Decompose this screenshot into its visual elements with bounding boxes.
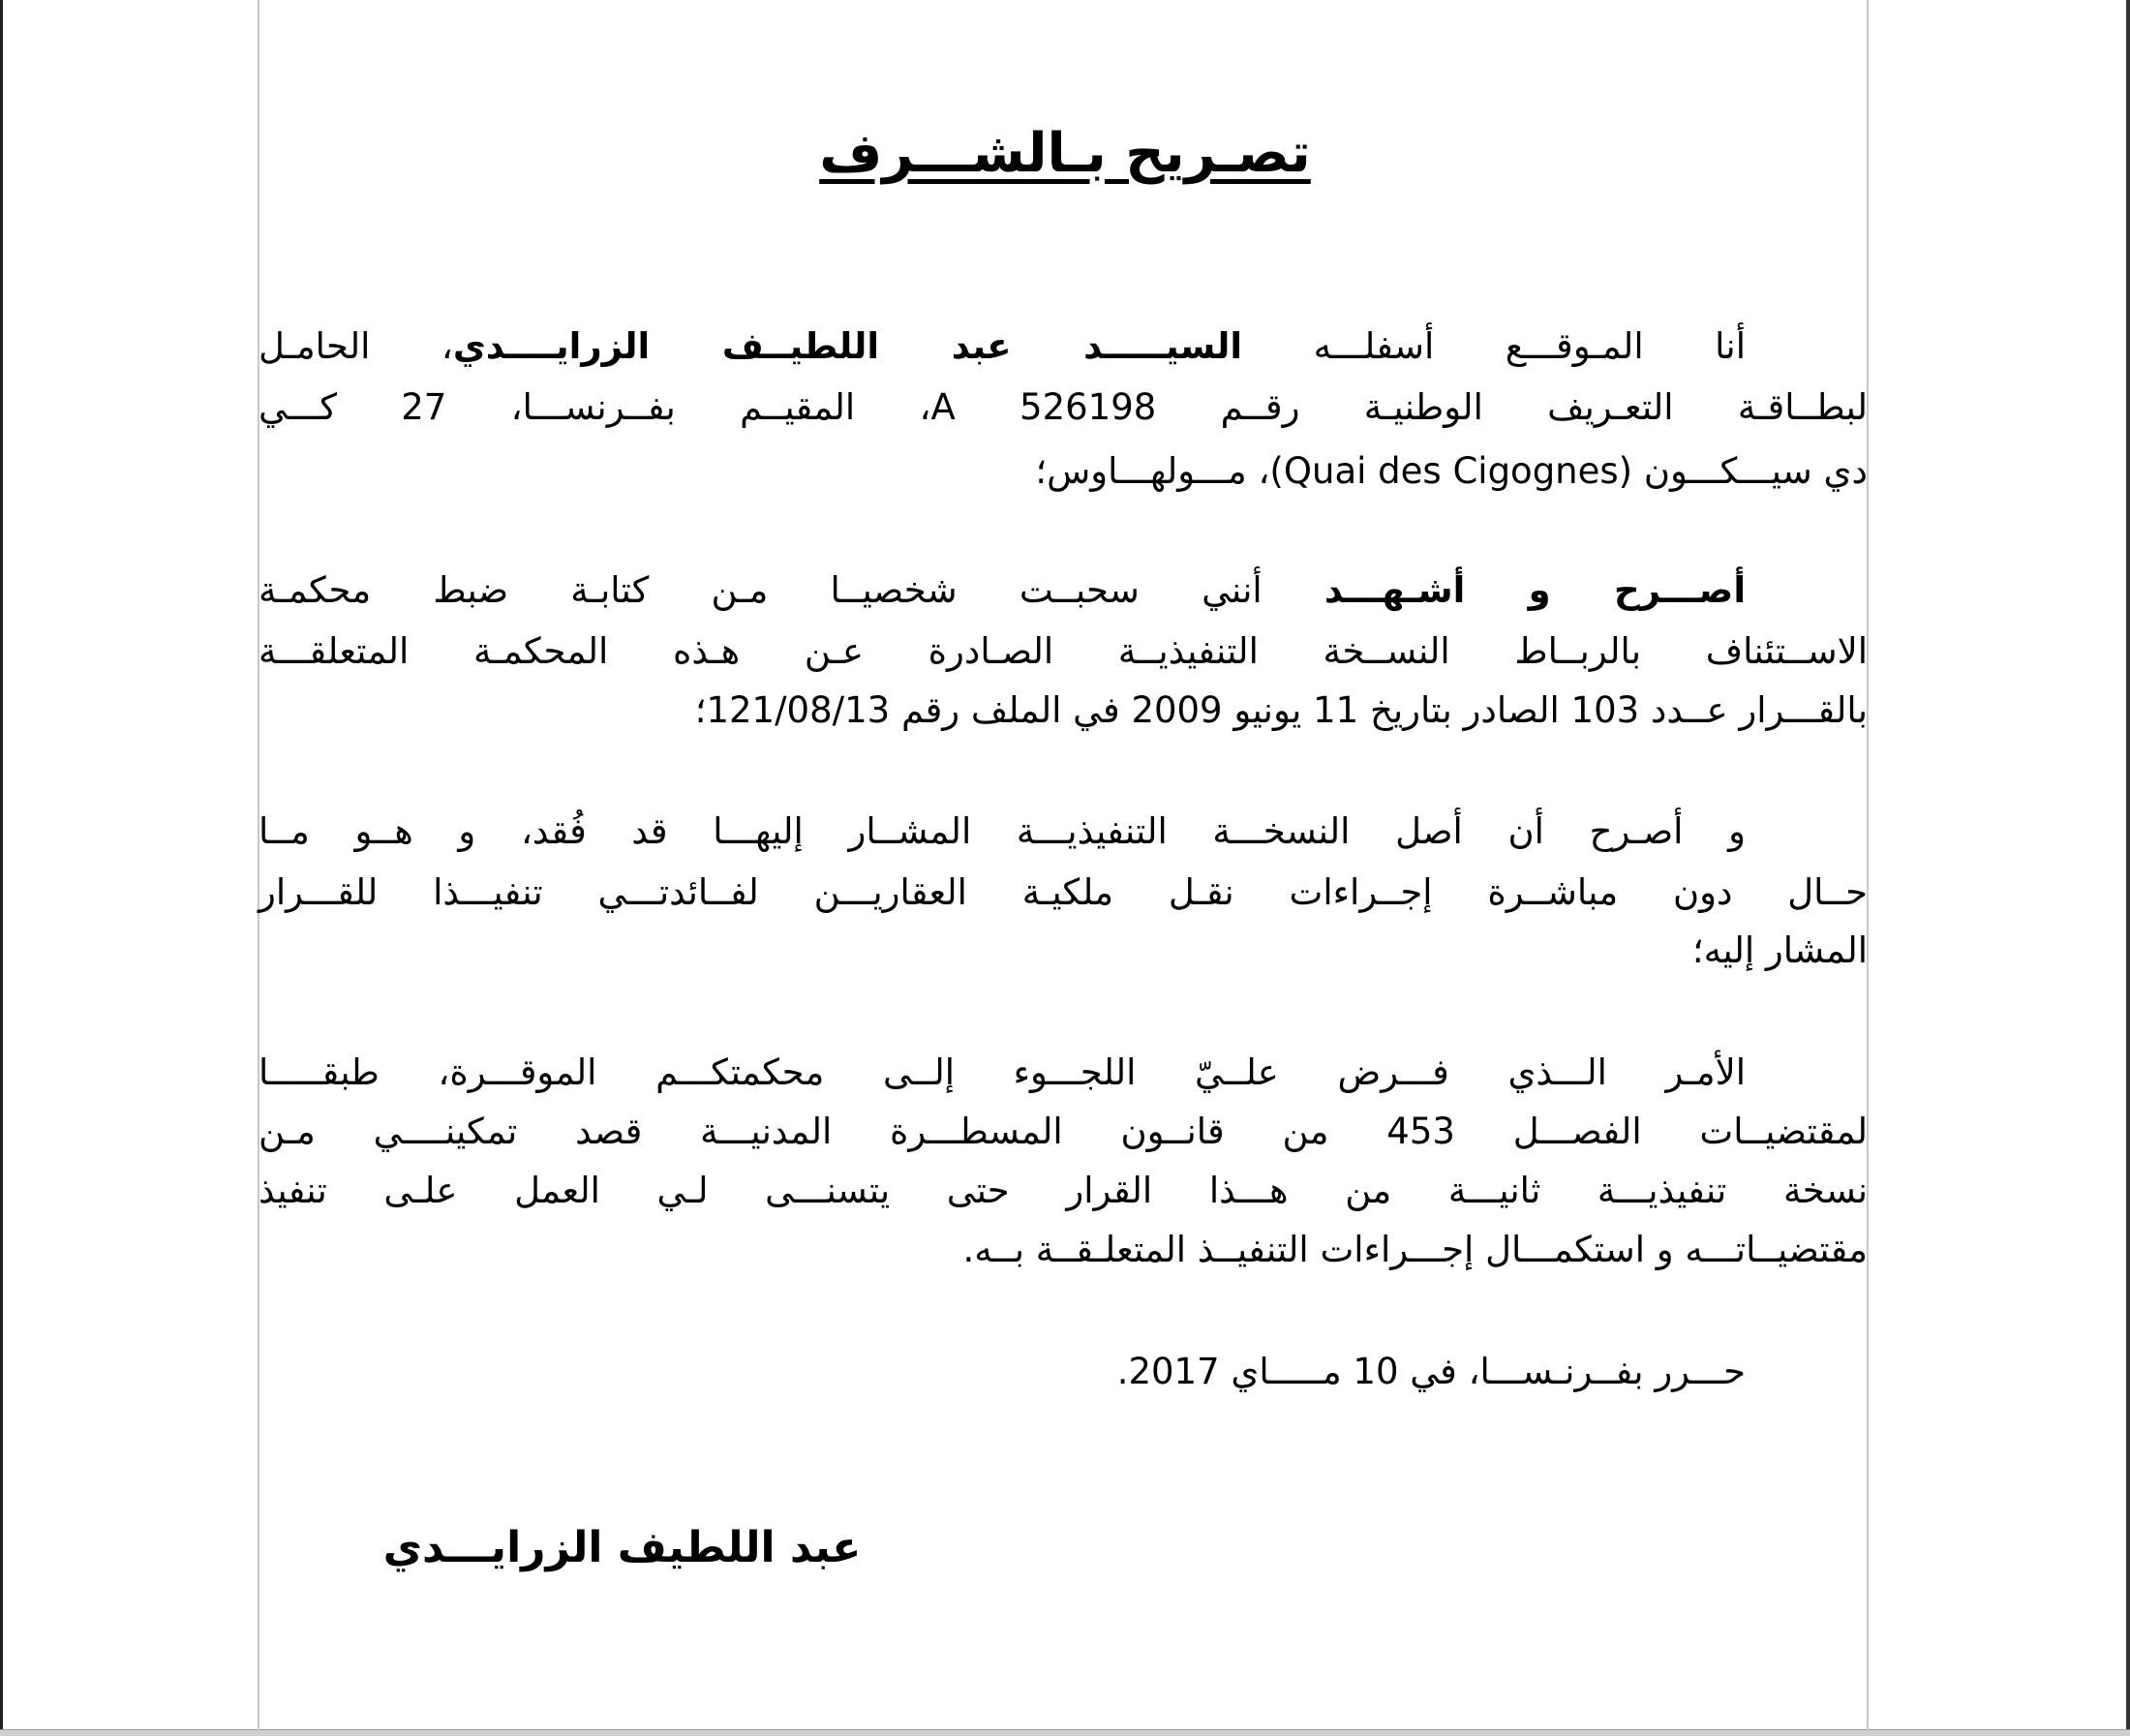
- signature: عبد اللطيف الزرايـــدي: [382, 1523, 862, 1572]
- text-run: لبطــاقـة التعـريف الوطنيـة رقــم A 526198، المقيــم بفــرنســـا، 27 كـــي: [259, 386, 1868, 428]
- bold-text: أصـــرح و أشـهـــد: [1324, 569, 1746, 611]
- paragraph-line: [259, 802, 1746, 862]
- text-run: نسخة تنفيذيـــة ثانيـــة من هـــذا القرار حتى يتسنـــى لـي العمل علـى تنفيذ: [259, 1170, 1868, 1211]
- date-line: حـــرر بفــرنـســـا، في 10 مـــــاي 2017.: [1116, 1351, 1746, 1392]
- text-run: بالقـــرار عــدد 103 الصادر بتاريخ 11 يونيو 2009 في الملف رقم 121/08/13؛: [694, 689, 1868, 731]
- text-run: الاســتئناف بالربــاط النســخة التنفيذيــة الصـادرة عـن هـذه المحكمـة المتعلقـــة: [259, 630, 1868, 672]
- paragraph-line: [259, 561, 1746, 621]
- text-run: الأمـر الـــذي فـــرض علــيّ اللجـــوء إلــى محكمتكـــم الموقـــرة، طبقـــــا: [259, 1051, 1746, 1093]
- paragraph-line: [259, 681, 1868, 741]
- paragraph-line: [259, 378, 1868, 438]
- paragraph-line: [259, 863, 1868, 923]
- window-left-edge: [0, 0, 3, 1736]
- text-run: دي سيـــكـــون (Quai des Cigognes)، مـــولهـــاوس؛: [1035, 450, 1868, 492]
- paragraph-line: [259, 1161, 1868, 1221]
- paragraph-line: [259, 921, 1868, 981]
- paragraph-line: [259, 1043, 1746, 1103]
- text-run: أنني سحبــت شخصيــا مـن كتابـة ضبط محكمـة: [259, 569, 1324, 611]
- window-bottom-edge: [0, 1729, 2130, 1736]
- bold-text: السيـــــد عبد اللطيــف الزرايــــدي: [452, 325, 1243, 367]
- text-run: و أصـرح أن أصل النسخـــة التنفيذيـــة المشــار إليهـــا قد فُقد، و هــو مــا: [259, 810, 1746, 852]
- text-run: ، الحامـل: [259, 325, 453, 367]
- text-run: أنا المـوقـــع أسفلـــه: [1242, 325, 1747, 367]
- document-title: تصـريح بـالشـــرف: [819, 122, 1311, 185]
- paragraph-line: [259, 442, 1868, 502]
- text-run: المشار إليه؛: [1691, 929, 1868, 971]
- paragraph-line: [259, 622, 1868, 682]
- paragraph-line: [259, 1102, 1868, 1162]
- window-right-edge: [2126, 0, 2130, 1736]
- text-run: لمقتضيــات الفصـــل 453 من قانــون المسطـــرة المدنيـــة قصد تمكينــــي مـن: [259, 1111, 1868, 1152]
- text-run: مقتضيــاتـــه و استكمـــال إجـــراءات التنفيــذ المتعلـقــة بــه.: [962, 1229, 1868, 1270]
- text-run: حــال دون مباشــرة إجــراءات نقـل ملكيـة العقاريـــن لفــائدتـــي تنفيـــذا للقـــرار: [259, 871, 1868, 913]
- paragraph-line: [259, 1220, 1868, 1280]
- paragraph-line: [259, 317, 1746, 377]
